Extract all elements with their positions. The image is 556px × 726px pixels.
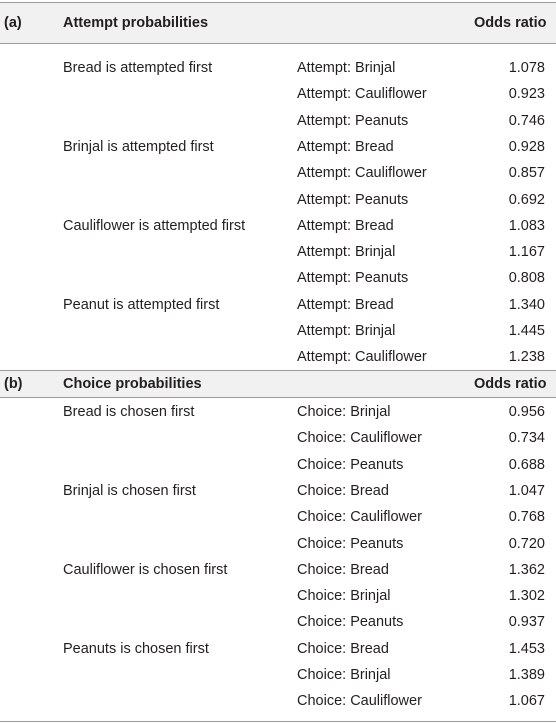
comparison-item: Attempt: Bread	[297, 296, 394, 313]
odds-ratio-value: 0.768	[508, 509, 545, 526]
comparison-item: Choice: Bread	[297, 482, 389, 499]
odds-ratio-value: 1.302	[508, 588, 545, 605]
section-b-col-header: Odds ratio	[474, 376, 547, 392]
comparison-item: Choice: Brinjal	[297, 404, 391, 420]
section-a-title: Attempt probabilities	[63, 15, 209, 31]
odds-ratio-value: 1.238	[508, 349, 545, 366]
odds-ratio-value: 0.956	[508, 404, 545, 420]
odds-ratio-value: 0.808	[508, 270, 545, 287]
section-b-header-rule	[0, 397, 556, 398]
bottom-rule	[0, 721, 556, 722]
section-b-label: (b)	[4, 376, 23, 392]
section-a-header-rule	[0, 43, 556, 44]
odds-ratio-value: 1.078	[508, 60, 545, 76]
odds-ratio-value: 0.923	[508, 86, 545, 103]
odds-ratio-value: 0.937	[508, 614, 545, 631]
comparison-item: Attempt: Peanuts	[297, 270, 409, 287]
comparison-item: Attempt: Cauliflower	[297, 165, 427, 182]
comparison-item: Attempt: Cauliflower	[297, 349, 427, 366]
comparison-item: Attempt: Brinjal	[297, 60, 396, 76]
odds-ratio-value: 1.167	[508, 244, 545, 261]
comparison-item: Choice: Peanuts	[297, 614, 404, 631]
comparison-item: Choice: Brinjal	[297, 588, 391, 605]
comparison-item: Attempt: Peanuts	[297, 191, 409, 208]
section-a-label: (a)	[4, 15, 22, 31]
comparison-item: Attempt: Brinjal	[297, 244, 396, 261]
odds-ratio-value: 0.688	[508, 456, 545, 473]
comparison-item: Choice: Cauliflower	[297, 693, 422, 710]
comparison-item: Choice: Peanuts	[297, 456, 404, 473]
odds-ratio-value: 1.340	[508, 296, 545, 313]
odds-ratio-value: 1.083	[508, 217, 545, 234]
odds-ratio-value: 0.857	[508, 165, 545, 182]
odds-ratio-value: 1.389	[508, 667, 545, 683]
odds-ratio-value: 0.928	[508, 138, 545, 155]
condition-label: Cauliflower is chosen first	[63, 561, 228, 578]
comparison-item: Attempt: Brinjal	[297, 323, 396, 339]
comparison-item: Choice: Cauliflower	[297, 430, 422, 447]
condition-label: Peanut is attempted first	[63, 296, 220, 313]
comparison-item: Choice: Cauliflower	[297, 509, 422, 526]
comparison-item: Attempt: Peanuts	[297, 112, 409, 129]
condition-label: Bread is attempted first	[63, 60, 213, 76]
odds-ratio-value: 1.067	[508, 693, 545, 710]
comparison-item: Attempt: Bread	[297, 217, 394, 234]
comparison-item: Choice: Peanuts	[297, 535, 404, 552]
odds-ratio-value: 0.746	[508, 112, 545, 129]
condition-label: Cauliflower is attempted first	[63, 217, 246, 234]
condition-label: Peanuts is chosen first	[63, 640, 209, 657]
comparison-item: Choice: Bread	[297, 561, 389, 578]
condition-label: Brinjal is attempted first	[63, 138, 214, 155]
condition-label: Brinjal is chosen first	[63, 482, 196, 499]
odds-ratio-value: 1.445	[508, 323, 545, 339]
odds-ratio-value: 0.692	[508, 191, 545, 208]
comparison-item: Choice: Brinjal	[297, 667, 391, 683]
odds-ratio-value: 1.362	[508, 561, 545, 578]
section-b-title: Choice probabilities	[63, 376, 202, 392]
comparison-item: Attempt: Cauliflower	[297, 86, 427, 103]
comparison-item: Choice: Bread	[297, 640, 389, 657]
condition-label: Bread is chosen first	[63, 404, 195, 420]
odds-ratio-value: 1.453	[508, 640, 545, 657]
odds-ratio-value: 1.047	[508, 482, 545, 499]
section-a-col-header: Odds ratio	[474, 15, 547, 31]
comparison-item: Attempt: Bread	[297, 138, 394, 155]
odds-ratio-value: 0.734	[508, 430, 545, 447]
odds-ratio-value: 0.720	[508, 535, 545, 552]
